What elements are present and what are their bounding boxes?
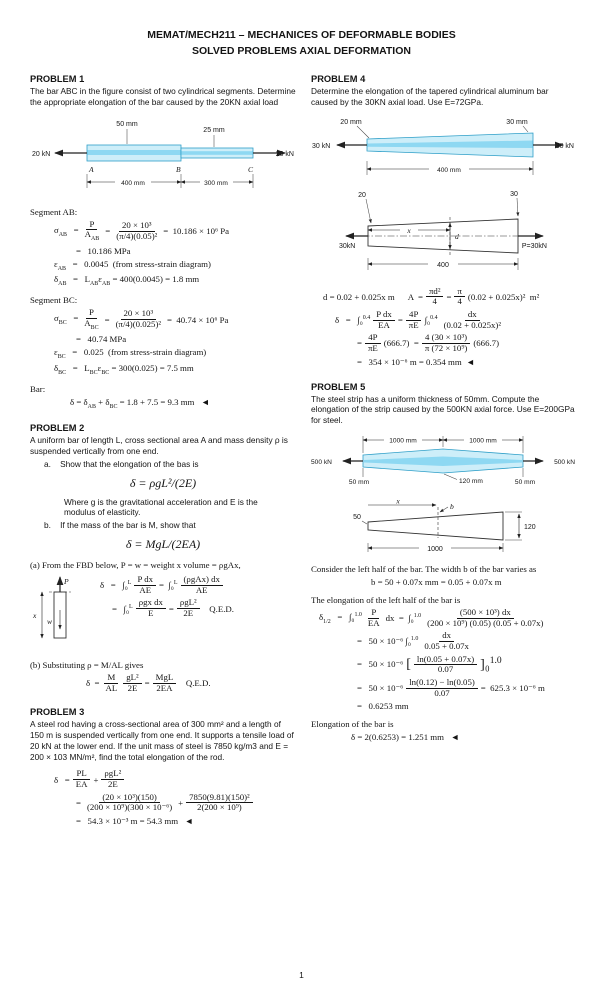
fraction bbox=[406, 310, 422, 330]
point-a-label: A bbox=[89, 164, 94, 174]
math-segment: b = 50 + 0.07x mm = 0.05 + 0.07x m bbox=[371, 576, 502, 587]
equation-line bbox=[357, 655, 575, 675]
math-segment: $\sigma_{AB}$ = bbox=[54, 224, 79, 238]
elongation-bar-text: Elongation of the bar is bbox=[311, 719, 394, 730]
fraction-denominator: 2E bbox=[107, 779, 118, 790]
math-segment: = 50 × 10⁻⁶ bbox=[357, 659, 404, 670]
math-segment: = bbox=[144, 678, 150, 689]
math-segment: = 40.74 × 10⁶ Pa bbox=[167, 314, 229, 325]
load-right-label: 500 kN bbox=[554, 458, 575, 466]
fraction-denominator: $A_{AB}$ bbox=[84, 229, 100, 242]
equation-line bbox=[323, 287, 575, 307]
width-50-right-label: 50 mm bbox=[514, 478, 536, 486]
problem-1-heading: PROBLEM 1 bbox=[30, 74, 85, 84]
figure-problem1-bar bbox=[31, 115, 295, 199]
fraction-numerator: P bbox=[86, 220, 97, 231]
fraction bbox=[414, 655, 477, 675]
dimension-lines bbox=[87, 174, 253, 188]
math-segment: Q.E.D. bbox=[202, 603, 234, 614]
math-segment: = bbox=[168, 603, 174, 614]
fraction bbox=[81, 308, 101, 331]
fraction bbox=[424, 608, 546, 628]
math-segment: $\varepsilon_{AB} = 0.0045$ (from stress-strain diagram) bbox=[54, 258, 211, 272]
force-p-label: P bbox=[64, 577, 69, 586]
figure-fbd bbox=[30, 572, 94, 652]
fraction-numerator: ln(0.12) − ln(0.05) bbox=[406, 678, 478, 689]
display-equation-a: δ = ρgL²/(2E) bbox=[129, 475, 197, 490]
fraction-numerator: dx bbox=[465, 310, 480, 321]
fraction-numerator: πd² bbox=[426, 287, 443, 298]
fraction bbox=[113, 221, 160, 241]
fraction-numerator: P dx bbox=[134, 575, 156, 586]
fraction-denominator: 0.07 bbox=[434, 687, 450, 698]
equation-line bbox=[357, 678, 575, 698]
fraction bbox=[103, 673, 121, 693]
fraction bbox=[113, 309, 164, 329]
fraction bbox=[84, 793, 175, 813]
fraction-denominator: 0.07 bbox=[437, 664, 454, 675]
fraction-numerator: ρgL² bbox=[101, 769, 124, 780]
math-segment: = bbox=[446, 291, 452, 302]
dim-300-label: 300 mm bbox=[204, 179, 228, 187]
fraction-denominator: AE bbox=[139, 584, 152, 595]
point-b-label: B bbox=[176, 164, 181, 174]
fraction-numerator: gL² bbox=[123, 673, 141, 684]
fraction bbox=[422, 333, 471, 353]
consider-text: Consider the left half of the bar. The width b of the bar varies as bbox=[311, 563, 537, 574]
equation-line bbox=[112, 598, 234, 618]
math-segment: $\delta_{BC} = L_{BC}\varepsilon_{BC} = 300(0.025) = 7.5$ mm bbox=[54, 362, 194, 376]
dia-30-sketch-label: 30 bbox=[510, 190, 518, 198]
title-line2: SOLVED PROBLEMS AXIAL DEFORMATION bbox=[192, 44, 411, 57]
equation-line bbox=[319, 608, 575, 628]
problem-3-body: A steel rod having a cross-sectional area of 300 mm² and a length of 150 m is suspended vertically from one end. It supports a tensile load of 20 kN at the lower end. If the unit mass of steel is 7850 kg/m3 and E = 200 × 103 MN/m², find the total elongation of the rod. bbox=[30, 719, 294, 762]
math-segment: = bbox=[397, 315, 403, 326]
fraction bbox=[73, 769, 91, 789]
load-right-label: 20 kN bbox=[275, 150, 294, 158]
load-left-label: 20 kN bbox=[32, 150, 51, 158]
math-segment: = 10.186 MPa bbox=[76, 245, 131, 256]
fraction-numerator: PL bbox=[73, 769, 89, 780]
equation-line bbox=[76, 816, 296, 827]
point-c-label: C bbox=[248, 164, 254, 174]
figure-problem4-bar bbox=[311, 115, 575, 179]
part-b-intro-text: (b) Substituting ρ = M/AL gives bbox=[30, 660, 144, 670]
half-strip-outline bbox=[368, 512, 503, 540]
dia-30-label: 30 mm bbox=[506, 118, 528, 126]
math-segment: $\delta_{1/2} = \int_0^{1.0}$ bbox=[319, 611, 362, 625]
figure-problem4-sketch bbox=[338, 186, 548, 282]
problem-2-heading: PROBLEM 2 bbox=[30, 423, 85, 434]
fraction-denominator: πE bbox=[367, 342, 378, 353]
math-segment: ]₀$^{1.0}$ bbox=[480, 655, 502, 673]
fraction bbox=[421, 631, 472, 651]
math-segment: = bbox=[357, 338, 362, 349]
fraction-denominator: EA bbox=[367, 617, 380, 628]
math-segment: ∫₀$^{0.4}$ bbox=[424, 315, 438, 326]
fraction-numerator: (500 × 10³) dx bbox=[457, 608, 514, 619]
problem-4-body: Determine the elongation of the tapered cylindrical aluminum bar caused by the 30KN axial load. Use E=72GPa. bbox=[311, 86, 549, 107]
fraction-denominator: AE bbox=[195, 584, 208, 595]
fraction-denominator: (π/4)(0.05)² bbox=[116, 230, 158, 241]
equation-line bbox=[54, 259, 296, 272]
load-left-label: 500 kN bbox=[311, 458, 332, 466]
fraction-denominator: 4 bbox=[432, 296, 437, 307]
fraction-denominator: π (72 × 10⁹) bbox=[424, 342, 468, 353]
equation-line bbox=[76, 246, 296, 256]
fraction bbox=[365, 608, 383, 628]
fraction-denominator: (0.02 + 0.025x)² bbox=[443, 319, 502, 330]
bar-label: Bar: bbox=[30, 383, 46, 394]
math-segment: (666.7) = bbox=[383, 338, 419, 349]
math-segment: = 354 × 10⁻⁶ m = 0.354 mm ◄ bbox=[357, 356, 475, 367]
fraction bbox=[181, 575, 223, 595]
math-segment: A = bbox=[407, 291, 423, 302]
problem-5-heading: PROBLEM 5 bbox=[311, 381, 366, 392]
distance-x-label: x bbox=[33, 611, 37, 620]
math-segment: = 0.6253 mm bbox=[357, 701, 409, 712]
dim-400-sketch-label: 400 bbox=[437, 261, 449, 269]
fraction-denominator: 2E bbox=[127, 682, 138, 693]
fraction-denominator: EA bbox=[75, 779, 88, 790]
math-segment: dx = ∫₀$^{1.0}$ bbox=[385, 613, 422, 624]
fraction-denominator: 2(200 × 10⁹) bbox=[197, 802, 242, 813]
fraction bbox=[123, 673, 141, 693]
title-line1: MEMAT/MECH211 – MECHANICES OF DEFORMABLE BODIES bbox=[147, 29, 456, 41]
fraction-numerator: 20 × 10³ bbox=[119, 221, 155, 232]
dia-50-label: 50 mm bbox=[116, 120, 138, 128]
math-segment: δ = ∫₀$^{0.4}$ bbox=[335, 315, 371, 326]
segment-bc-label: Segment BC: bbox=[30, 295, 78, 306]
fraction-numerator: 20 × 10³ bbox=[121, 309, 157, 320]
fraction bbox=[441, 310, 504, 330]
math-segment: = 10.186 × 10⁶ Pa bbox=[163, 226, 230, 237]
equation-line bbox=[351, 732, 575, 742]
math-segment: $\delta_{AB} = L_{AB}\varepsilon_{AB} = 400(0.0045) = 1.8$ mm bbox=[54, 274, 200, 288]
math-segment: = bbox=[105, 226, 111, 237]
dim-400-label: 400 mm bbox=[437, 166, 461, 174]
fraction bbox=[186, 793, 253, 813]
distance-x-label: x bbox=[407, 225, 411, 235]
math-segment: $\varepsilon_{BC} = 0.025$ (from stress-strain diagram) bbox=[54, 347, 207, 360]
fraction-denominator: (π/4)(0.025)² bbox=[115, 319, 162, 330]
width-b-label: b bbox=[450, 501, 454, 511]
problem-2-where-text: Where g is the gravitational acceleration and E is the modulus of elasticity. bbox=[64, 496, 258, 518]
fraction-numerator: ρgx dx bbox=[136, 598, 166, 609]
dim-1000-label: 1000 bbox=[427, 545, 443, 553]
fraction-denominator: EA bbox=[378, 319, 390, 330]
fraction bbox=[136, 598, 166, 618]
fbd-block bbox=[30, 572, 296, 652]
fraction-numerator: (ρgAx) dx bbox=[181, 575, 223, 586]
math-segment: = ∫₀$^L$ bbox=[159, 580, 178, 591]
strip-shape bbox=[363, 449, 523, 473]
problem-5-body: The steel strip has a uniform thickness of 50mm. Compute the elongation of the strip caused by the 500KN axial force. Use E=200GPa for steel. bbox=[311, 393, 575, 426]
figure-problem5-sketch bbox=[338, 498, 548, 556]
fraction bbox=[101, 769, 124, 789]
elongation-intro-text: The elongation of the left half of the bar is bbox=[311, 594, 461, 605]
fbd-equations bbox=[98, 572, 234, 622]
fraction-denominator: 2EA bbox=[156, 682, 173, 693]
math-segment: = 625.3 × 10⁻⁶ m bbox=[480, 682, 545, 693]
right-column bbox=[311, 74, 575, 745]
equation-line bbox=[357, 357, 575, 368]
equation-line bbox=[76, 793, 296, 813]
distance-x-label: x bbox=[396, 497, 400, 506]
segment-ab-label: Segment AB: bbox=[30, 206, 78, 217]
load-right-label: 30 kN bbox=[555, 142, 574, 150]
math-segment: = bbox=[76, 797, 81, 808]
fraction-numerator: P bbox=[86, 308, 97, 319]
math-segment: + bbox=[93, 774, 99, 785]
tapered-bar-shape bbox=[367, 133, 533, 157]
fraction bbox=[365, 333, 381, 353]
width-50-left-label: 50 mm bbox=[348, 478, 370, 486]
figure-problem5-strip bbox=[311, 433, 575, 491]
equation-line bbox=[54, 347, 296, 360]
fraction-denominator: E bbox=[148, 608, 154, 619]
problem-2-item-a: a. Show that the elongation of the bas is bbox=[44, 458, 199, 469]
fraction-denominator: $A_{BC}$ bbox=[84, 317, 99, 331]
dim-400-label: 400 mm bbox=[121, 179, 145, 187]
math-segment: $\delta = \delta_{AB} + \delta_{BC} = 1.8 + 7.5 = 9.3$ mm ◄ bbox=[70, 396, 210, 410]
equation-line bbox=[371, 577, 575, 587]
display-equation-b: δ = MgL/(2EA) bbox=[125, 537, 201, 551]
math-segment: δ = bbox=[86, 678, 100, 689]
section-d-label: d bbox=[455, 231, 459, 241]
fraction bbox=[454, 287, 464, 307]
math-segment: $\sigma_{BC}$ = bbox=[54, 313, 79, 326]
left-column bbox=[30, 74, 296, 830]
problem-3-heading: PROBLEM 3 bbox=[30, 707, 85, 718]
fraction-numerator: P dx bbox=[373, 310, 395, 321]
equation-line bbox=[54, 363, 296, 376]
math-segment: (0.02 + 0.025x)² m² bbox=[467, 291, 540, 302]
math-segment: + bbox=[178, 797, 184, 808]
fraction-numerator: P bbox=[368, 608, 379, 619]
fraction-numerator: ln(0.05 + 0.07x) bbox=[414, 655, 477, 666]
page-number: 1 bbox=[299, 970, 304, 980]
equation-line bbox=[54, 769, 296, 789]
dim-1000-right-label: 1000 mm bbox=[469, 437, 497, 445]
fraction-denominator: πE bbox=[408, 319, 419, 330]
fraction-numerator: (20 × 10³)(150) bbox=[99, 793, 160, 804]
fraction-denominator: AL bbox=[105, 682, 118, 693]
fraction bbox=[406, 678, 478, 698]
problem-4-heading: PROBLEM 4 bbox=[311, 74, 366, 84]
math-segment: = 40.74 MPa bbox=[76, 334, 127, 345]
fraction bbox=[82, 220, 103, 243]
bar-abc-shape bbox=[87, 145, 253, 161]
fraction-numerator: ρgL² bbox=[177, 598, 200, 609]
fraction bbox=[134, 575, 156, 595]
fraction-denominator: 4 bbox=[457, 296, 462, 307]
load-right-sketch-label: P=30kN bbox=[521, 242, 547, 250]
fraction bbox=[426, 287, 443, 307]
fraction bbox=[153, 673, 177, 693]
math-segment: = 50 × 10⁻⁶ ∫₀$^{1.0}$ bbox=[357, 635, 419, 646]
width-120-label: 120 bbox=[524, 523, 536, 531]
problem-2-body: A uniform bar of length L, cross sectional area A and mass density ρ is suspended vertically from one end. bbox=[30, 435, 288, 457]
equation-line bbox=[54, 220, 296, 243]
weight-w-label: w bbox=[47, 617, 53, 626]
equation-line bbox=[100, 575, 234, 595]
fraction-denominator: 0.05 + 0.07x bbox=[424, 640, 469, 651]
math-segment: d = 0.02 + 0.025x m bbox=[323, 291, 395, 302]
width-120-label: 120 mm bbox=[459, 477, 483, 485]
fraction bbox=[177, 598, 200, 618]
fraction-numerator: 4P bbox=[406, 310, 421, 321]
equation-line bbox=[335, 310, 575, 330]
math-segment: = bbox=[104, 314, 110, 325]
problem-1-body: The bar ABC in the figure consist of two cylindrical segments. Determine the appropriate elongation of the bar caused by the 20KN axial load bbox=[30, 86, 296, 107]
fraction-denominator: (200 × 10⁹)(300 × 10⁻⁶) bbox=[86, 802, 173, 813]
page-title bbox=[0, 28, 603, 60]
fraction-numerator: M bbox=[104, 673, 118, 684]
equation-line bbox=[54, 308, 296, 331]
problem-2-item-b: b. If the mass of the bar is M, show that bbox=[44, 520, 196, 531]
equation-line bbox=[76, 334, 296, 344]
math-segment: = 50 × 10⁻⁶ bbox=[357, 682, 404, 693]
equation-line bbox=[357, 333, 575, 353]
dimension-lines bbox=[505, 512, 522, 540]
width-50-label: 50 bbox=[353, 513, 361, 521]
math-segment: δ = ∫₀$^L$ bbox=[100, 580, 132, 591]
fraction bbox=[373, 310, 395, 330]
fraction-numerator: MgL bbox=[153, 673, 177, 684]
equation-line bbox=[70, 397, 296, 410]
math-segment: = 54.3 × 10⁻³ m = 54.3 mm ◄ bbox=[76, 816, 194, 827]
dia-20-sketch-label: 20 bbox=[358, 191, 366, 199]
dim-1000-left-label: 1000 mm bbox=[389, 437, 417, 445]
dia-20-label: 20 mm bbox=[340, 118, 362, 126]
fraction-numerator: 4 (30 × 10³) bbox=[422, 333, 470, 344]
math-segment: [ bbox=[406, 656, 411, 672]
equation-line bbox=[357, 631, 575, 651]
math-segment: = ∫₀$^L$ bbox=[112, 603, 133, 614]
load-left-sketch-label: 30kN bbox=[339, 242, 356, 250]
fraction-numerator: 7850(9.81)(150)² bbox=[186, 793, 253, 804]
fraction-numerator: π bbox=[454, 287, 464, 298]
math-segment: δ = 2(0.6253) = 1.251 mm ◄ bbox=[351, 732, 460, 743]
fraction-numerator: dx bbox=[439, 631, 454, 642]
equation-line bbox=[357, 701, 575, 711]
fraction-denominator: 2E bbox=[183, 608, 194, 619]
equation-line bbox=[54, 274, 296, 287]
equation-line bbox=[86, 673, 296, 693]
load-left-label: 30 kN bbox=[312, 142, 331, 150]
fraction-denominator: (200 × 10⁹) (0.05) (0.05 + 0.07x) bbox=[427, 617, 544, 628]
dia-25-label: 25 mm bbox=[203, 126, 225, 134]
fbd-intro-text: (a) From the FBD below, P = w = weight x volume = ρgAx, bbox=[30, 560, 241, 570]
math-segment: (666.7) bbox=[473, 338, 499, 349]
math-segment: Q.E.D. bbox=[179, 678, 211, 689]
fraction-numerator: 4P bbox=[365, 333, 380, 344]
math-segment: δ = bbox=[54, 774, 70, 785]
